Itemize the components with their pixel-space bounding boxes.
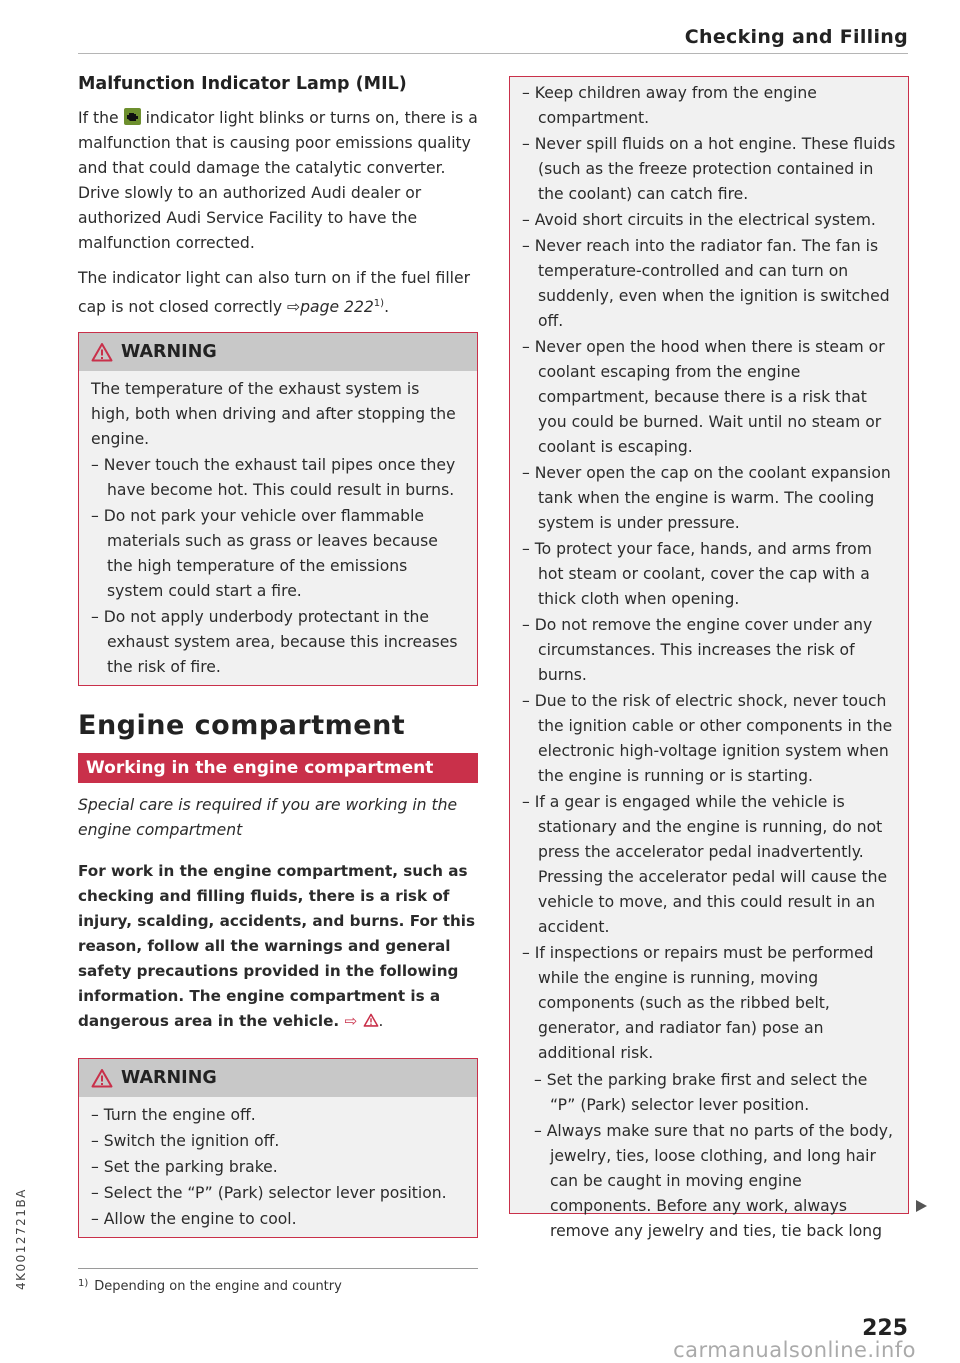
- warning-triangle-icon: [91, 1068, 113, 1088]
- section-title: Checking and Filling: [684, 26, 908, 48]
- section-intro: Special care is required if you are working in the engine compartment: [78, 796, 458, 840]
- footnote-mark: 1): [78, 1278, 89, 1289]
- warning-intro: The temperature of the exhaust system is high, both when driving and after stopping the engine.: [91, 380, 456, 449]
- list-item: – Always make sure that no parts of the body, jewelry, ties, loose clothing, and long hair can be caught in moving engine components. Before any work, always remove any jewelry and ties, tie back long: [534, 1119, 896, 1244]
- continue-arrow-icon: [916, 1200, 927, 1212]
- warning-header: [79, 333, 477, 371]
- warning-ref-arrow: ⇨: [344, 1012, 358, 1031]
- page-ref-link[interactable]: page 222: [300, 298, 374, 317]
- watermark: carmanualsonline.info: [673, 1338, 916, 1362]
- page-number: 225: [862, 1316, 908, 1341]
- list-item: – Never spill fluids on a hot engine. These fluids (such as the freeze protection contained in the coolant) can catch fire.: [522, 132, 896, 207]
- mil-paragraph-2: The indicator light can also turn on if the fuel filler cap is not closed correctly ⇨page 222$^{1)}$.: [78, 269, 470, 317]
- warning-triangle-icon: [91, 342, 113, 362]
- list-item: – If a gear is engaged while the vehicle is stationary and the engine is running, do not press the accelerator pedal inadvertently. Pressing the accelerator pedal will cause the vehicle to move, and this could result in an accident.: [522, 790, 896, 940]
- header-divider: [78, 53, 908, 54]
- list-item: – Do not remove the engine cover under any circumstances. This increases the risk of burns.: [522, 613, 896, 688]
- warning-title: WARNING: [121, 1068, 217, 1089]
- list-item: – Set the parking brake first and select the “P” (Park) selector lever position.: [534, 1068, 896, 1118]
- safety-paragraph: For work in the engine compartment, such as checking and filling fluids, there is a risk of injury, scalding, accidents, and burns. For this reason, follow all the warnings and general safety precautions provided in the following information. The engine compartment is a dangerous area in the vehicle. ⇨ .: [78, 862, 476, 1031]
- warning-header: [79, 1059, 477, 1097]
- list-item: – Never open the cap on the coolant expansion tank when the engine is warm. The cooling system is under pressure.: [522, 461, 896, 536]
- warning-body: [79, 371, 477, 685]
- list-item: – Due to the risk of electric shock, never touch the ignition cable or other components in the electronic high-voltage ignition system when the engine is running or is starting.: [522, 689, 896, 789]
- list-item: – Never reach into the radiator fan. The fan is temperature-controlled and can turn on suddenly, even when the ignition is switched off.: [522, 234, 896, 334]
- list-item: – Avoid short circuits in the electrical system.: [522, 208, 896, 233]
- list-item: – Select the “P” (Park) selector lever position.: [91, 1181, 463, 1206]
- warning-body: [79, 1097, 477, 1237]
- warning-title: WARNING: [121, 342, 217, 363]
- list-item: – Keep children away from the engine compartment.: [522, 81, 896, 131]
- exhaust-warning-box: [78, 332, 478, 686]
- list-item: – Switch the ignition off.: [91, 1129, 463, 1154]
- list-item: – Do not park your vehicle over flammable materials such as grass or leaves because the high temperature of the emissions system could start a fire.: [91, 504, 463, 604]
- mil-heading: Malfunction Indicator Lamp (MIL): [78, 74, 407, 94]
- footnote: [78, 1278, 342, 1294]
- section-subheading: Working in the engine compartment: [78, 753, 478, 783]
- warning-continuation-box: [509, 76, 909, 1240]
- warning-list: [522, 81, 896, 1066]
- warning-list: [91, 453, 463, 680]
- engine-warning-box: [78, 1058, 478, 1238]
- list-item: – If inspections or repairs must be performed while the engine is running, moving components (such as the ribbed belt, generator, and radiator fan) pose an additional risk.: [522, 941, 896, 1066]
- left-column: [78, 74, 478, 1238]
- engine-warning-icon: [124, 108, 141, 125]
- right-column: [509, 76, 909, 1240]
- footnote-text: Depending on the engine and country: [94, 1279, 342, 1294]
- list-item: – Allow the engine to cool.: [91, 1207, 463, 1232]
- engine-compartment-heading: Engine compartment: [78, 710, 406, 742]
- footnote-divider: [78, 1268, 478, 1269]
- nested-warning-list: [522, 1068, 896, 1244]
- list-item: – To protect your face, hands, and arms from hot steam or coolant, cover the cap with a thick cloth when opening.: [522, 537, 896, 612]
- warning-list: [91, 1103, 463, 1232]
- list-item: – Do not apply underbody protectant in the exhaust system area, because this increases the risk of fire.: [91, 605, 463, 680]
- list-item: – Set the parking brake.: [91, 1155, 463, 1180]
- list-item: – Turn the engine off.: [91, 1103, 463, 1128]
- mil-paragraph-1: If the indicator light blinks or turns on, there is a malfunction that is causing poor emissions quality and that could damage the catalytic converter. Drive slowly to an authorized Audi dealer or authorized Audi Service Facility to have the malfunction corrected.: [78, 109, 478, 252]
- footnote-ref: 1): [373, 298, 385, 309]
- warning-ref-icon[interactable]: [363, 1013, 379, 1027]
- list-item: – Never touch the exhaust tail pipes once they have become hot. This could result in burns.: [91, 453, 463, 503]
- list-item: – Never open the hood when there is steam or coolant escaping from the engine compartment, because there is a risk that you could be burned. Wait until no steam or coolant is escaping.: [522, 335, 896, 460]
- document-code: 4K0012721BA: [14, 1188, 28, 1290]
- page-ref-arrow: ⇨: [287, 298, 301, 317]
